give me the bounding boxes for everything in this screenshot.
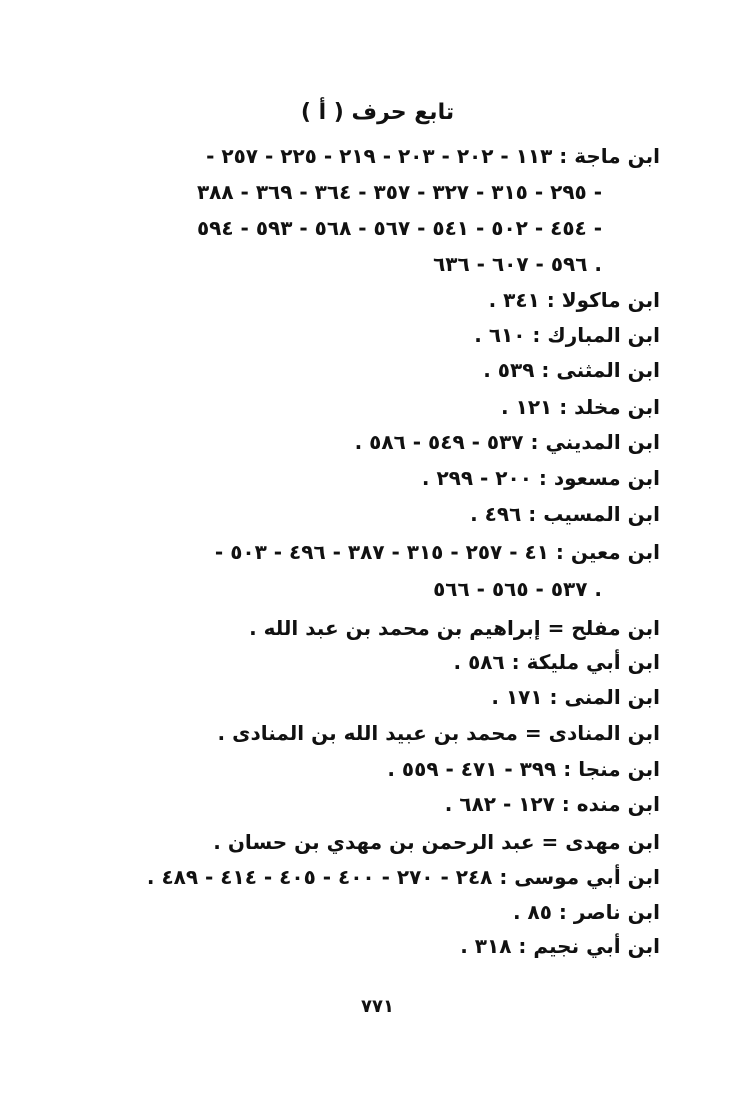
index-entry-ibn-majah: ابن ماجة : ١١٣ - ٢٠٢ - ٢٠٣ - ٢١٩ - ٢٢٥ - ٢٥٧ - xyxy=(206,144,660,168)
index-entry-ibn-abi-musa: ابن أبي موسى : ٢٤٨ - ٢٧٠ - ٤٠٠ - ٤٠٥ - ٤١٤ - ٤٨٩ . xyxy=(146,865,660,889)
index-entry-ibn-al-mubarak: ابن المبارك : ٦١٠ . xyxy=(474,323,660,347)
index-entry-ibn-majah-cont-1: ٢٩٥ - ٣١٥ - ٣٢٧ - ٣٥٧ - ٣٦٤ - ٣٦٩ - ٣٨٨ - xyxy=(196,180,602,204)
index-entry-ibn-majah-cont-3: ٥٩٦ - ٦٠٧ - ٦٣٦ . xyxy=(433,252,602,276)
index-entry-ibn-makhlad: ابن مخلد : ١٢١ . xyxy=(501,395,660,419)
index-entry-ibn-al-munadi: ابن المنادى = محمد بن عبيد الله بن المنادى . xyxy=(217,721,660,745)
index-entry-ibn-main-cont: ٥٣٧ - ٥٦٥ - ٥٦٦ . xyxy=(433,577,602,601)
index-entry-ibn-nasir: ابن ناصر : ٨٥ . xyxy=(512,900,660,924)
index-entry-ibn-al-musayyib: ابن المسيب : ٤٩٦ . xyxy=(470,502,660,526)
index-entry-ibn-al-muna: ابن المنى : ١٧١ . xyxy=(491,685,660,709)
index-entry-ibn-mandah: ابن منده : ١٢٧ - ٦٨٢ . xyxy=(444,792,660,816)
index-entry-ibn-munja: ابن منجا : ٣٩٩ - ٤٧١ - ٥٥٩ . xyxy=(387,757,660,781)
index-entry-ibn-majah-cont-2: ٤٥٤ - ٥٠٢ - ٥٤١ - ٥٦٧ - ٥٦٨ - ٥٩٣ - ٥٩٤ - xyxy=(196,216,602,240)
index-entry-ibn-al-madini: ابن المديني : ٥٣٧ - ٥٤٩ - ٥٨٦ . xyxy=(354,430,660,454)
index-entry-ibn-al-muthanna: ابن المثنى : ٥٣٩ . xyxy=(483,358,660,382)
section-heading: تابع حرف ( أ ) xyxy=(300,100,455,125)
index-entry-ibn-abi-mulaykah: ابن أبي مليكة : ٥٨٦ . xyxy=(453,650,660,674)
index-entry-ibn-masud: ابن مسعود : ٢٠٠ - ٢٩٩ . xyxy=(421,466,660,490)
index-entry-ibn-mahdi: ابن مهدى = عبد الرحمن بن مهدي بن حسان . xyxy=(213,830,660,854)
index-entry-ibn-abi-nujaym: ابن أبي نجيم : ٣١٨ . xyxy=(460,934,660,958)
index-entry-ibn-main: ابن معين : ٤١ - ٢٥٧ - ٣١٥ - ٣٨٧ - ٤٩٦ - ٥٠٣ - xyxy=(214,540,660,564)
page-number: ٧٧١ xyxy=(361,996,394,1017)
index-entry-ibn-muflih: ابن مفلح = إبراهيم بن محمد بن عبد الله . xyxy=(249,616,660,640)
index-entry-ibn-makula: ابن ماكولا : ٣٤١ . xyxy=(488,288,660,312)
